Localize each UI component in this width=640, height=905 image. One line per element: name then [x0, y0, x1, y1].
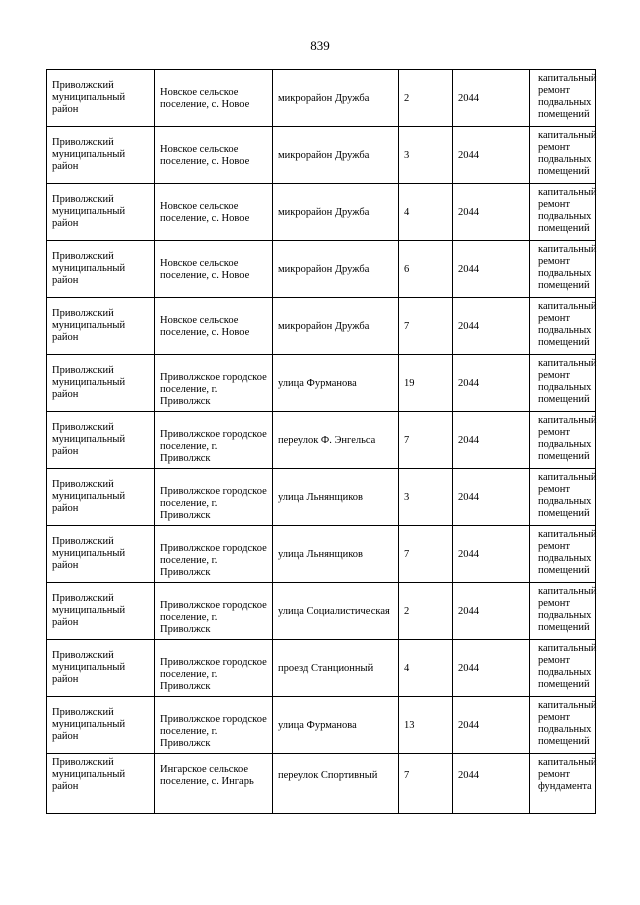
settlement-cell: Новское сельское поселение, с. Новое: [155, 241, 273, 298]
work-type-cell: капитальный ремонт подвальных помещений: [530, 355, 596, 412]
table-row: [47, 469, 596, 526]
work-type-cell: капитальный ремонт подвальных помещений: [530, 526, 596, 583]
table-row: [47, 184, 596, 241]
district-cell: Приволжский муниципальный район: [47, 412, 155, 469]
table-row: [47, 70, 596, 127]
work-type-cell: капитальный ремонт фундамента: [530, 754, 596, 814]
house-number-cell: 4: [399, 640, 453, 697]
table-row: [47, 241, 596, 298]
district-cell: Приволжский муниципальный район: [47, 355, 155, 412]
house-number-cell: 19: [399, 355, 453, 412]
house-number-cell: 7: [399, 412, 453, 469]
district-cell: Приволжский муниципальный район: [47, 184, 155, 241]
settlement-cell: Приволжское городское поселение, г. Приволжск: [155, 697, 273, 754]
district-cell: Приволжский муниципальный район: [47, 583, 155, 640]
settlement-cell: Новское сельское поселение, с. Новое: [155, 298, 273, 355]
year-cell: 2044: [453, 70, 530, 127]
work-type-cell: капитальный ремонт подвальных помещений: [530, 298, 596, 355]
street-cell: улица Социалистическая: [273, 583, 399, 640]
street-cell: проезд Станционный: [273, 640, 399, 697]
district-cell: Приволжский муниципальный район: [47, 127, 155, 184]
year-cell: 2044: [453, 241, 530, 298]
table-row: [47, 697, 596, 754]
year-cell: 2044: [453, 127, 530, 184]
district-cell: Приволжский муниципальный район: [47, 640, 155, 697]
work-type-cell: капитальный ремонт подвальных помещений: [530, 412, 596, 469]
house-number-cell: 7: [399, 754, 453, 814]
settlement-cell: Новское сельское поселение, с. Новое: [155, 70, 273, 127]
year-cell: 2044: [453, 526, 530, 583]
work-type-cell: капитальный ремонт подвальных помещений: [530, 640, 596, 697]
settlement-cell: Приволжское городское поселение, г. Приволжск: [155, 526, 273, 583]
housing-repair-table: [46, 69, 596, 814]
settlement-cell: Новское сельское поселение, с. Новое: [155, 184, 273, 241]
house-number-cell: 4: [399, 184, 453, 241]
house-number-cell: 6: [399, 241, 453, 298]
settlement-cell: Приволжское городское поселение, г. Приволжск: [155, 640, 273, 697]
year-cell: 2044: [453, 754, 530, 814]
house-number-cell: 7: [399, 526, 453, 583]
house-number-cell: 13: [399, 697, 453, 754]
street-cell: микрорайон Дружба: [273, 184, 399, 241]
street-cell: микрорайон Дружба: [273, 298, 399, 355]
district-cell: Приволжский муниципальный район: [47, 298, 155, 355]
street-cell: переулок Спортивный: [273, 754, 399, 814]
street-cell: переулок Ф. Энгельса: [273, 412, 399, 469]
year-cell: 2044: [453, 355, 530, 412]
district-cell: Приволжский муниципальный район: [47, 526, 155, 583]
table-row: [47, 355, 596, 412]
table-row: [47, 640, 596, 697]
settlement-cell: Приволжское городское поселение, г. Приволжск: [155, 469, 273, 526]
settlement-cell: Приволжское городское поселение, г. Приволжск: [155, 355, 273, 412]
street-cell: улица Льнянщиков: [273, 469, 399, 526]
street-cell: микрорайон Дружба: [273, 70, 399, 127]
street-cell: улица Льнянщиков: [273, 526, 399, 583]
work-type-cell: капитальный ремонт подвальных помещений: [530, 70, 596, 127]
page-number: 839: [310, 38, 330, 53]
table-row: [47, 412, 596, 469]
street-cell: улица Фурманова: [273, 355, 399, 412]
table-row: [47, 583, 596, 640]
year-cell: 2044: [453, 583, 530, 640]
settlement-cell: Ингарское сельское поселение, с. Ингарь: [155, 754, 273, 814]
year-cell: 2044: [453, 412, 530, 469]
house-number-cell: 2: [399, 583, 453, 640]
table-row: [47, 526, 596, 583]
year-cell: 2044: [453, 184, 530, 241]
district-cell: Приволжский муниципальный район: [47, 241, 155, 298]
street-cell: микрорайон Дружба: [273, 241, 399, 298]
work-type-cell: капитальный ремонт подвальных помещений: [530, 583, 596, 640]
house-number-cell: 3: [399, 469, 453, 526]
table-row: [47, 127, 596, 184]
work-type-cell: капитальный ремонт подвальных помещений: [530, 469, 596, 526]
settlement-cell: Приволжское городское поселение, г. Приволжск: [155, 583, 273, 640]
house-number-cell: 2: [399, 70, 453, 127]
district-cell: Приволжский муниципальный район: [47, 697, 155, 754]
district-cell: Приволжский муниципальный район: [47, 70, 155, 127]
table-row: [47, 298, 596, 355]
settlement-cell: Новское сельское поселение, с. Новое: [155, 127, 273, 184]
settlement-cell: Приволжское городское поселение, г. Приволжск: [155, 412, 273, 469]
house-number-cell: 7: [399, 298, 453, 355]
street-cell: микрорайон Дружба: [273, 127, 399, 184]
year-cell: 2044: [453, 697, 530, 754]
district-cell: Приволжский муниципальный район: [47, 469, 155, 526]
street-cell: улица Фурманова: [273, 697, 399, 754]
work-type-cell: капитальный ремонт подвальных помещений: [530, 184, 596, 241]
year-cell: 2044: [453, 469, 530, 526]
table-row: [47, 754, 596, 814]
house-number-cell: 3: [399, 127, 453, 184]
work-type-cell: капитальный ремонт подвальных помещений: [530, 127, 596, 184]
year-cell: 2044: [453, 640, 530, 697]
work-type-cell: капитальный ремонт подвальных помещений: [530, 241, 596, 298]
year-cell: 2044: [453, 298, 530, 355]
table-body: [47, 70, 596, 814]
district-cell: Приволжский муниципальный район: [47, 754, 155, 814]
work-type-cell: капитальный ремонт подвальных помещений: [530, 697, 596, 754]
